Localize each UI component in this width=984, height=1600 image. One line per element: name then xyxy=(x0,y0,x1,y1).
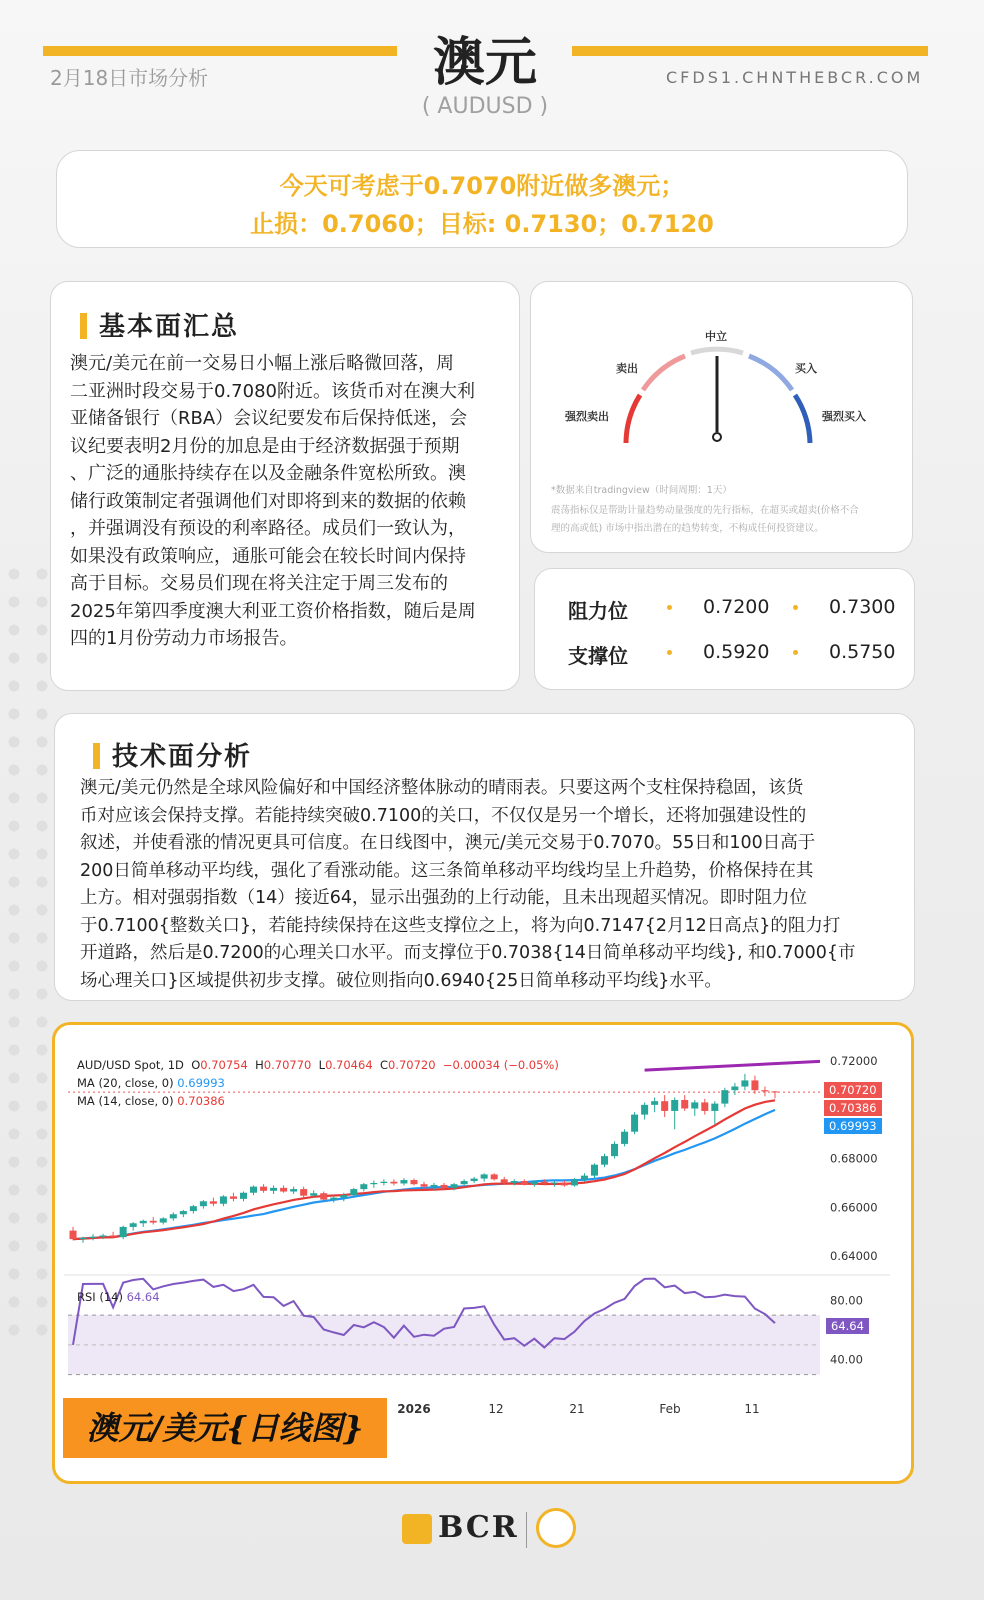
text-line: 场心理关口}区域提供初步支撑。破位则指向0.6940{25日简单移动平均线}水平。 xyxy=(80,970,722,991)
header-bar-left xyxy=(43,46,397,56)
site-url: CFDS1.CHNTHEBCR.COM xyxy=(666,68,924,87)
candle-body xyxy=(431,1185,438,1187)
page-title: 澳元 xyxy=(432,33,537,93)
candle-body xyxy=(260,1187,267,1191)
candle-body xyxy=(280,1188,287,1192)
candle-body xyxy=(451,1184,458,1188)
candle-body xyxy=(290,1189,297,1191)
candle-body xyxy=(320,1193,327,1199)
text-line: 高于目标。交易员们现在将关注定于周三发布的 xyxy=(70,573,448,594)
x-axis-label: Feb xyxy=(659,1402,681,1416)
ma14-legend xyxy=(77,1094,225,1108)
ma20-line xyxy=(73,1110,775,1239)
technical-title xyxy=(93,736,252,773)
candle-body xyxy=(350,1189,357,1195)
candle-body xyxy=(531,1182,538,1184)
bullet-dot xyxy=(793,650,798,655)
text-line: 上方。相对强弱指数（14）接近64，显示出强劲的上行动能，且未出现超买情况。即时阻力位 xyxy=(80,888,808,908)
candle-body xyxy=(471,1179,478,1181)
fundamentals-title-text: 基本面汇总 xyxy=(99,312,240,342)
low-value: 0.70464 xyxy=(325,1058,373,1072)
close-price-tag: 0.70720 xyxy=(824,1082,882,1098)
candle-body xyxy=(671,1100,678,1111)
candle-body xyxy=(701,1102,708,1111)
gauge-label-buy: 买入 xyxy=(795,362,817,375)
candle-body xyxy=(771,1091,778,1092)
date-label: 2月18日市场分析 xyxy=(50,66,209,90)
text-line: 2025年第四季度澳大利亚工资价格指数，随后是周 xyxy=(70,600,476,622)
text-line: 币对应该会保持支撑。若能持续突破0.7100的关口，不仅仅是另一个增长，还将加强建设性的 xyxy=(80,805,807,826)
resistance-2: 0.7300 xyxy=(829,596,896,618)
text-line: 如果没有政策响应，通胀可能会在较长时间内保持 xyxy=(70,545,466,567)
ma20-value: 0.69993 xyxy=(177,1076,225,1090)
candle-body xyxy=(621,1132,628,1144)
candle-body xyxy=(410,1180,417,1184)
resistance-label: 阻力位 xyxy=(568,599,628,623)
title-marker xyxy=(80,313,87,339)
candle-body xyxy=(170,1214,177,1218)
candle-body xyxy=(70,1231,77,1240)
resistance-1: 0.7200 xyxy=(703,596,770,618)
candle-body xyxy=(591,1165,598,1176)
candle-body xyxy=(731,1087,738,1091)
candle-body xyxy=(541,1182,548,1184)
candle-body xyxy=(521,1181,528,1184)
chart-symbol: AUD/USD Spot, 1D xyxy=(77,1058,184,1072)
candle-body xyxy=(561,1182,568,1185)
text-line: 、广泛的通胀持续存在以及金融条件宽松所致。澳 xyxy=(70,463,466,484)
bullet-dot xyxy=(667,605,672,610)
candle-body xyxy=(340,1195,347,1197)
price-axis-label: 0.68000 xyxy=(830,1151,878,1166)
ma20-price-tag: 0.69993 xyxy=(824,1118,882,1134)
sentiment-gauge xyxy=(560,300,880,460)
ma14-price-tag: 0.70386 xyxy=(824,1100,882,1116)
levels-card xyxy=(534,568,915,690)
price-axis-label: 0.72000 xyxy=(830,1053,878,1068)
candle-body xyxy=(721,1090,728,1103)
rsi-value: 64.64 xyxy=(126,1290,160,1304)
candle-body xyxy=(330,1198,337,1200)
candle-body xyxy=(441,1185,448,1188)
text-line: 于0.7100{整数关口}，若能持续保持在这些支撑位之上，将为向0.7147{2月12日高点}的阻力打 xyxy=(80,915,841,936)
ma14-label: MA (14, close, 0) xyxy=(77,1094,174,1108)
bcr-logo xyxy=(402,1508,582,1552)
technical-title-text: 技术面分析 xyxy=(112,742,253,772)
page-subtitle: ( AUDUSD ) xyxy=(421,94,549,119)
gauge-arc-sell xyxy=(643,356,685,390)
candle-body xyxy=(250,1187,257,1193)
candle-body xyxy=(160,1218,167,1222)
candle-body xyxy=(200,1201,207,1206)
candle-body xyxy=(661,1101,668,1111)
candle-body xyxy=(651,1101,658,1105)
chart-caption: 澳元/美元{日线图} xyxy=(63,1398,387,1458)
candle-body xyxy=(461,1181,468,1184)
gauge-label-neutral: 中立 xyxy=(705,330,727,343)
strategy-line-1: 今天可考虑于0.7070附近做多澳元； xyxy=(279,172,685,200)
high-value: 0.70770 xyxy=(263,1058,312,1072)
chart-header xyxy=(77,1058,559,1072)
candle-body xyxy=(300,1189,307,1196)
gauge-note-1: *数据来自tradingview（时间周期：1天） xyxy=(551,485,732,496)
open-value: 0.70754 xyxy=(200,1058,248,1072)
candle-body xyxy=(230,1196,237,1198)
candle-body xyxy=(641,1105,648,1115)
price-axis-label: 0.66000 xyxy=(830,1200,878,1215)
header-bar-right xyxy=(572,46,928,56)
candle-body xyxy=(360,1184,367,1189)
candle-body xyxy=(90,1237,97,1238)
fundamentals-title xyxy=(80,306,239,343)
x-axis-label: 21 xyxy=(569,1402,585,1416)
gauge-arc-strong-buy xyxy=(795,395,810,443)
gauge-arc-strong-sell xyxy=(626,395,640,443)
alpha-hub-badge xyxy=(536,1508,576,1548)
candle-body xyxy=(130,1223,137,1227)
candle-body xyxy=(80,1238,87,1239)
rsi-value-tag: 64.64 xyxy=(826,1318,869,1334)
logo-mark xyxy=(402,1514,432,1544)
x-axis-label: 11 xyxy=(744,1402,760,1416)
text-line: 二亚洲时段交易于0.7080附近。该货币对在澳大利 xyxy=(70,380,475,402)
text-line: 四的1月份劳动力市场报告。 xyxy=(70,628,298,649)
candle-body xyxy=(501,1179,508,1183)
text-line: 澳元/美元在前一交易日小幅上涨后略微回落，周 xyxy=(70,353,455,374)
text-line: 200日简单移动平均线，强化了看涨动能。这三条简单移动平均线均呈上升趋势，价格保持在其 xyxy=(80,860,814,881)
rsi-label: RSI (14) xyxy=(77,1290,123,1304)
dot-pattern xyxy=(0,560,50,1340)
candle-body xyxy=(400,1180,407,1183)
candle-body xyxy=(210,1201,217,1203)
support-2: 0.5750 xyxy=(829,641,896,663)
candle-body xyxy=(370,1183,377,1184)
candle-body xyxy=(711,1104,718,1111)
logo-wordmark: BCR xyxy=(438,1510,519,1545)
text-line: 开道路，然后是0.7200的心理关口水平。而支撑位于0.7038{14日简单移动平均线}, 和0.7000{市 xyxy=(80,943,856,963)
candle-body xyxy=(741,1080,748,1086)
gauge-note-2: 震荡指标仅是帮助计量趋势动量强度的先行指标，在超买或超卖(价格不合 xyxy=(551,505,859,516)
ma14-line xyxy=(73,1100,775,1239)
technical-text xyxy=(80,775,900,995)
candle-body xyxy=(551,1182,558,1183)
text-line: 储行政策制定者强调他们对即将到来的数据的依赖 xyxy=(70,490,466,512)
text-line: 亚储备银行（RBA）会议纪要发布后保持低迷，会 xyxy=(70,408,468,429)
candle-body xyxy=(380,1182,387,1183)
close-label: C xyxy=(379,1058,388,1072)
text-line: 澳元/美元仍然是全球风险偏好和中国经济整体脉动的晴雨表。只要这两个支柱保持稳固，该货 xyxy=(80,778,804,798)
support-label: 支撑位 xyxy=(568,644,628,668)
low-label: L xyxy=(318,1058,326,1072)
trend-line xyxy=(645,1061,820,1070)
change-value: −0.00034 (−0.05%) xyxy=(442,1058,559,1072)
ma14-value: 0.70386 xyxy=(177,1094,225,1108)
candle-body xyxy=(140,1221,147,1223)
candle-body xyxy=(310,1193,317,1195)
gauge-label-strong-sell: 强烈卖出 xyxy=(565,410,609,423)
strategy-line-2: 止损：0.7060；目标: 0.7130；0.7120 xyxy=(250,210,714,238)
candle-body xyxy=(481,1174,488,1178)
candle-body xyxy=(180,1211,187,1214)
candle-body xyxy=(390,1182,397,1184)
gauge-label-strong-buy: 强烈买入 xyxy=(822,410,866,423)
ma20-label: MA (20, close, 0) xyxy=(77,1076,174,1090)
high-label: H xyxy=(255,1058,264,1072)
candle-body xyxy=(681,1100,688,1109)
candle-body xyxy=(100,1235,107,1236)
candle-body xyxy=(420,1184,427,1186)
gauge-pivot xyxy=(713,433,721,441)
candle-body xyxy=(751,1080,758,1090)
rsi-legend xyxy=(77,1290,160,1304)
gauge-label-sell: 卖出 xyxy=(616,362,638,375)
text-line: 议纪要表明2月份的加息是由于经济数据强于预期 xyxy=(70,435,460,457)
text-line: ，并强调没有预设的利率路径。成员们一致认为， xyxy=(70,518,466,539)
gauge-note-3: 理的高或低) 市场中指出潜在的趋势转变，不构成任何投资建议。 xyxy=(551,523,824,534)
gauge-arc-neutral xyxy=(691,349,743,353)
candle-body xyxy=(491,1174,498,1179)
candle-body xyxy=(270,1188,277,1191)
candle-body xyxy=(190,1206,197,1211)
candle-body xyxy=(571,1179,578,1185)
candle-body xyxy=(110,1235,117,1236)
fundamentals-text xyxy=(70,350,510,653)
title-marker xyxy=(93,743,100,769)
x-axis-label: 2026 xyxy=(397,1402,431,1416)
rsi-axis-label: 40.00 xyxy=(830,1352,863,1367)
text-line: 叙述，并使看涨的情况更具可信度。在日线图中，澳元/美元交易于0.7070。55日和100日高于 xyxy=(80,833,816,853)
gauge-arc-buy xyxy=(749,356,792,390)
candle-body xyxy=(761,1090,768,1091)
candle-body xyxy=(511,1181,518,1183)
candle-body xyxy=(220,1196,227,1203)
candle-body xyxy=(611,1144,618,1156)
candle-body xyxy=(240,1193,247,1199)
candle-body xyxy=(120,1227,127,1237)
open-label: O xyxy=(191,1058,201,1072)
bullet-dot xyxy=(667,650,672,655)
candle-body xyxy=(601,1156,608,1165)
candle-body xyxy=(581,1176,588,1180)
rsi-axis-label: 80.00 xyxy=(830,1293,863,1308)
support-1: 0.5920 xyxy=(703,641,770,663)
ma20-legend xyxy=(77,1076,225,1090)
bullet-dot xyxy=(793,605,798,610)
candle-body xyxy=(631,1115,638,1132)
price-axis-label: 0.64000 xyxy=(830,1249,878,1264)
close-value: 0.70720 xyxy=(387,1058,436,1072)
candle-body xyxy=(691,1102,698,1108)
candle-body xyxy=(150,1221,157,1223)
logo-divider xyxy=(526,1512,527,1548)
x-axis-label: 12 xyxy=(488,1402,504,1416)
